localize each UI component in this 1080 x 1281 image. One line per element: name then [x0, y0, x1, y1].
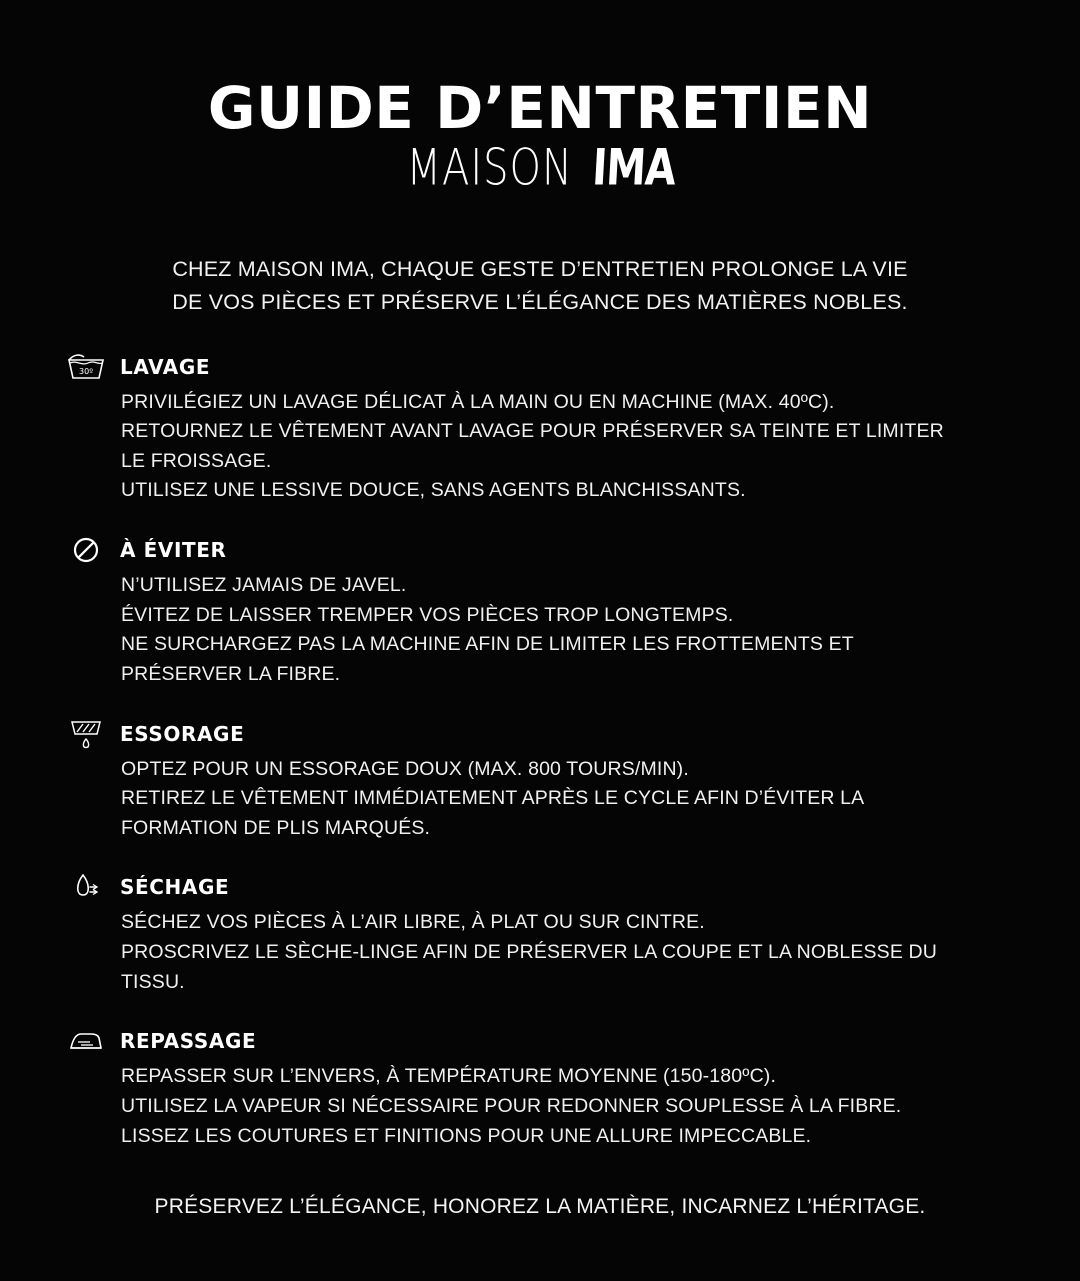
brand-logo	[0, 139, 1080, 197]
section-repassage	[110, 1024, 970, 1151]
section-line: REPASSER SUR L’ENVERS, À TEMPÉRATURE MOYENNE (150-180ºC).	[121, 1065, 777, 1088]
section-title: À ÉVITER	[120, 538, 227, 563]
section-lavage	[79, 350, 970, 507]
care-sections	[0, 350, 1080, 1152]
svg-text:30º: 30º	[79, 366, 93, 376]
section-header	[110, 870, 970, 904]
section-body	[110, 571, 970, 690]
section-line: OPTEZ POUR UN ESSORAGE DOUX (MAX. 800 TOURS/MIN).	[121, 757, 689, 780]
brand-name-main: MAISON	[406, 139, 573, 197]
prohibited-icon	[64, 533, 108, 567]
brand-name-sub: IMA	[590, 139, 677, 197]
section-header	[110, 1024, 970, 1058]
intro-line-1: CHEZ MAISON IMA, CHAQUE GESTE D’ENTRETIEN PROLONGE LA VIE	[172, 256, 908, 281]
section-line: NE SURCHARGEZ PAS LA MACHINE AFIN DE LIMITER LES FROTTEMENTS ET PRÉSERVER LA FIBRE.	[121, 633, 854, 685]
section-line: N’UTILISEZ JAMAIS DE JAVEL.	[121, 574, 407, 597]
iron-icon	[64, 1024, 108, 1058]
spin-dry-icon	[64, 717, 108, 751]
header	[0, 0, 1080, 197]
section-line: UTILISEZ UNE LESSIVE DOUCE, SANS AGENTS BLANCHISSANTS.	[121, 479, 746, 502]
section-title: LAVAGE	[120, 354, 211, 379]
section-line: RETOURNEZ LE VÊTEMENT AVANT LAVAGE POUR PRÉSERVER SA TEINTE ET LIMITER LE FROISSAGE.	[121, 420, 944, 472]
section-line: RETIREZ LE VÊTEMENT IMMÉDIATEMENT APRÈS LE CYCLE AFIN D’ÉVITER LA FORMATION DE PLIS MARQUÉS.	[121, 787, 864, 839]
section-essorage	[110, 717, 970, 844]
section-header	[110, 717, 970, 751]
section-header	[110, 533, 970, 567]
intro-line-2: DE VOS PIÈCES ET PRÉSERVE L’ÉLÉGANCE DES MATIÈRES NOBLES.	[172, 290, 908, 315]
page-title: GUIDE D’ENTRETIEN	[207, 74, 873, 142]
section-line: PROSCRIVEZ LE SÈCHE-LINGE AFIN DE PRÉSERVER LA COUPE ET LA NOBLESSE DU TISSU.	[121, 941, 938, 993]
section-line: UTILISEZ LA VAPEUR SI NÉCESSAIRE POUR REDONNER SOUPLESSE À LA FIBRE.	[121, 1094, 902, 1117]
section-header	[79, 350, 970, 384]
section-sechage	[110, 870, 970, 997]
section-body	[110, 755, 970, 844]
intro-paragraph	[125, 253, 955, 320]
section-title: SÉCHAGE	[120, 875, 230, 900]
section-a-eviter	[110, 533, 970, 690]
section-body	[110, 1062, 970, 1151]
section-line: ÉVITEZ DE LAISSER TREMPER VOS PIÈCES TROP LONGTEMPS.	[121, 603, 734, 626]
section-title: REPASSAGE	[120, 1029, 257, 1054]
section-line: LISSEZ LES COUTURES ET FINITIONS POUR UNE ALLURE IMPECCABLE.	[121, 1124, 812, 1147]
drip-dry-icon	[64, 870, 108, 904]
section-body	[110, 908, 970, 997]
section-line: PRIVILÉGIEZ UN LAVAGE DÉLICAT À LA MAIN OU EN MACHINE (MAX. 40ºC).	[121, 390, 835, 413]
section-body	[110, 388, 970, 507]
footer-tagline: PRÉSERVEZ L’ÉLÉGANCE, HONOREZ LA MATIÈRE, INCARNEZ L’HÉRITAGE.	[154, 1195, 926, 1219]
wash-tub-30-icon	[64, 350, 108, 384]
section-title: ESSORAGE	[120, 721, 245, 746]
section-line: SÉCHEZ VOS PIÈCES À L’AIR LIBRE, À PLAT OU SUR CINTRE.	[121, 911, 705, 934]
